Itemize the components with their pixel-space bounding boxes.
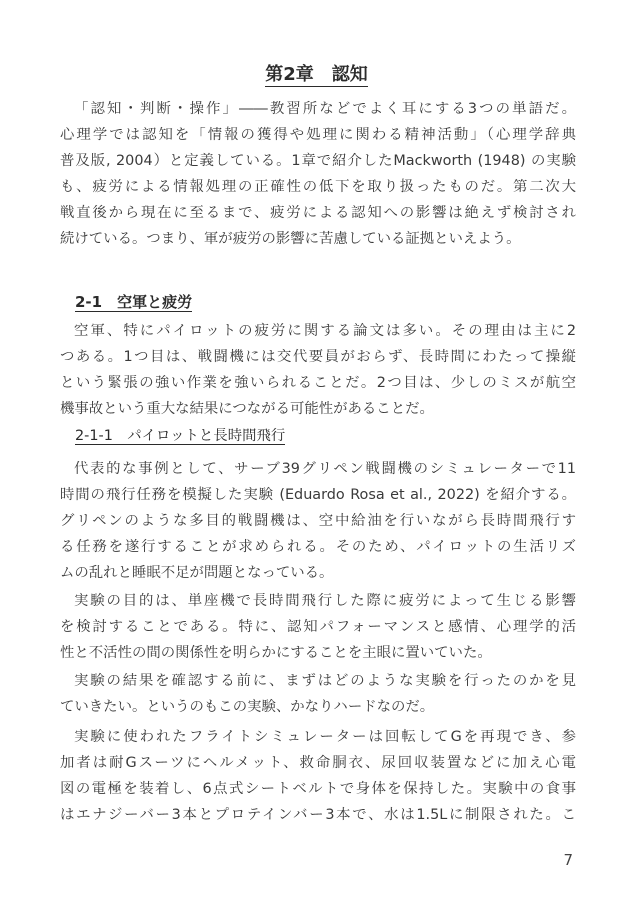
intro-line-5: 戦直後から現在に至るまで、疲労による認知への影響は絶えず検討され xyxy=(60,205,576,221)
section-line-1: 空軍、特にパイロットの疲労に関する論文は多い。その理由は主に2 xyxy=(74,323,576,339)
paragraph-1 xyxy=(60,456,576,586)
chapter-title-text: 第2章 認知 xyxy=(265,64,368,85)
para2-line-1: 実験の目的は、単座機で長時間飛行した際に疲労によって生じる影響 xyxy=(74,593,576,609)
paragraph-4 xyxy=(60,724,576,828)
para3-line-1: 実験の結果を確認する前に、まずはどのような実験を行ったのかを見 xyxy=(74,673,576,689)
para1-line-4: る任務を遂行することが求められる。そのため、パイロットの生活リズ xyxy=(60,539,576,555)
section-line-3: という緊張の強い作業を強いられることだ。2つ目は、少しのミスが航空 xyxy=(60,375,576,391)
section-heading-text: 2-1 空軍と疲労 xyxy=(75,293,193,311)
para1-line-5: ムの乱れと睡眠不足が問題となっている。 xyxy=(60,565,334,581)
para3-line-2: ていきたい。というのもこの実験、かなりハードなのだ。 xyxy=(60,699,435,715)
intro-line-1: 「認知・判断・操作」――教習所などでよく耳にする3つの単語だ。 xyxy=(74,101,576,117)
para4-line-1: 実験に使われたフライトシミュレーターは回転してGを再現でき、参 xyxy=(74,729,576,745)
page-number: 7 xyxy=(563,851,573,869)
intro-line-2: 心理学では認知を「情報の獲得や処理に関わる精神活動」（心理学辞典 xyxy=(60,127,576,143)
section-line-4: 機事故という重大な結果につながる可能性があることだ。 xyxy=(60,401,434,417)
paragraph-3 xyxy=(60,668,576,720)
para1-line-1: 代表的な事例として、サーブ39グリペン戦闘機のシミュレーターで11 xyxy=(74,461,576,477)
para4-line-3: 図の電極を装着し、6点式シートベルトで身体を保持した。実験中の食事 xyxy=(60,781,576,797)
section-paragraph xyxy=(60,318,576,422)
para4-line-2: 加者は耐Gスーツにヘルメット、救命胴衣、尿回収装置などに加え心電 xyxy=(60,755,576,771)
para1-line-2: 時間の飛行任務を模擬した実験 (Eduardo Rosa et al., 2022) を紹介する。 xyxy=(60,487,576,503)
chapter-title xyxy=(0,62,633,88)
subsection-heading xyxy=(75,424,285,448)
subsection-heading-text: 2-1-1 パイロットと長時間飛行 xyxy=(75,428,286,444)
para2-line-3: 性と不活性の間の関係性を明らかにすることを主眼に置いていた。 xyxy=(60,645,492,661)
paragraph-2 xyxy=(60,588,576,666)
para1-line-3: グリペンのような多目的戦闘機は、空中給油を行いながら長時間飛行す xyxy=(60,513,576,529)
para2-line-2: を検討することである。特に、認知パフォーマンスと感情、心理学的活 xyxy=(60,619,576,635)
intro-line-3: 普及版, 2004）と定義している。1章で紹介したMackworth (1948) の実験 xyxy=(60,153,576,169)
section-heading xyxy=(75,290,192,314)
intro-line-4: も、疲労による情報処理の正確性の低下を取り扱ったものだ。第二次大 xyxy=(60,179,576,195)
intro-paragraph xyxy=(60,96,576,252)
para4-line-4: はエナジーバー3本とプロテインバー3本で、水は1.5Lに制限された。こ xyxy=(60,807,576,823)
section-line-2: つある。1つ目は、戦闘機には交代要員がおらず、長時間にわたって操縦 xyxy=(60,349,576,365)
intro-line-6: 続けている。つまり、軍が疲労の影響に苦慮している証拠といえよう。 xyxy=(60,231,521,247)
